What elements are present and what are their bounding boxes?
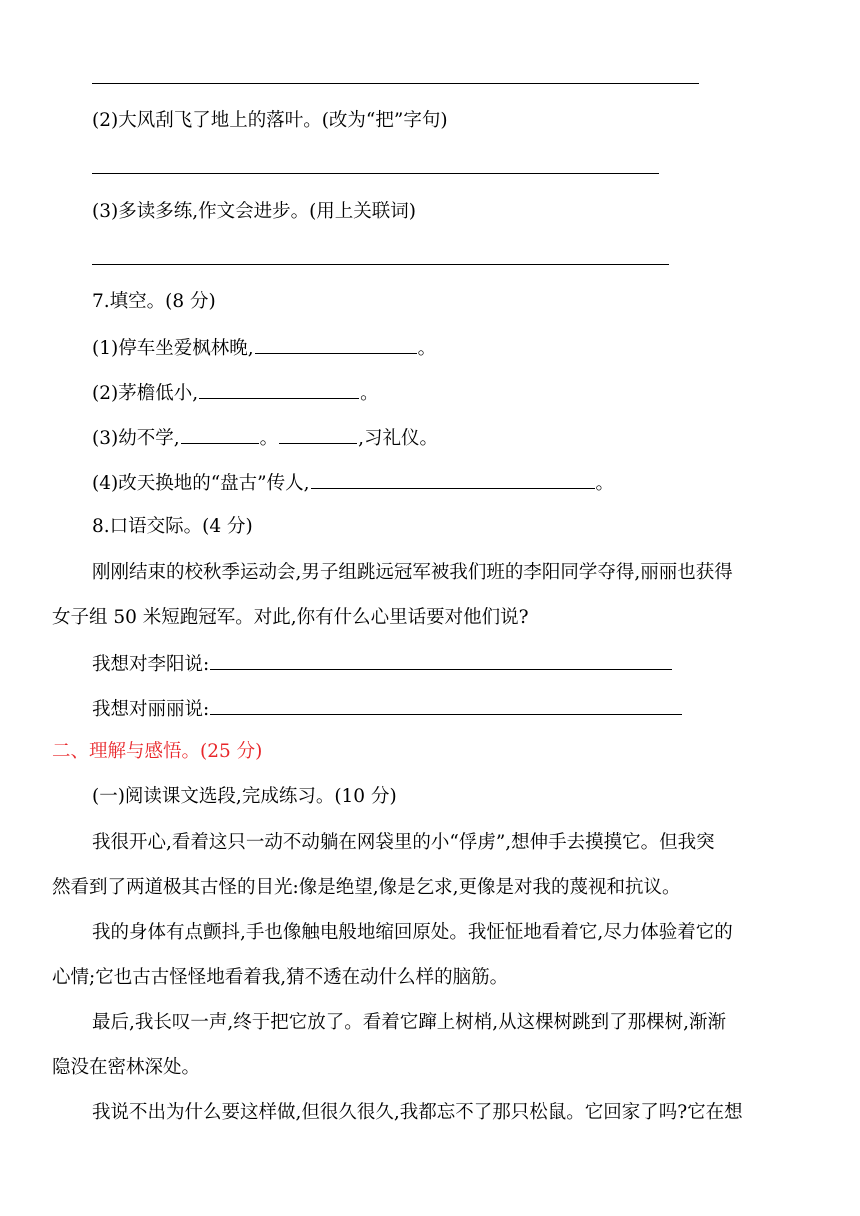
passage-p2-line1: 我的身体有点颤抖,手也像触电般地缩回原处。我怔怔地看着它,尽力体验着它的 (92, 922, 733, 943)
q7-item4 (92, 470, 614, 496)
q7-item2-blank[interactable] (199, 380, 359, 399)
q7-item4-end: 。 (595, 473, 615, 494)
passage-p3-line2: 隐没在密林深处。 (52, 1057, 201, 1078)
q8-paragraph-line1: 刚刚结束的校秋季运动会,男子组跳远冠军被我们班的李阳同学夺得,丽丽也获得 (92, 562, 733, 583)
q7-item3-mid: 。 (259, 428, 279, 449)
passage-p3-line1: 最后,我长叹一声,终于把它放了。看着它蹿上树梢,从这棵树跳到了那棵树,渐渐 (92, 1012, 727, 1033)
passage-p4-line1: 我说不出为什么要这样做,但很久很久,我都忘不了那只松鼠。它回家了吗?它在想 (92, 1102, 743, 1123)
passage-p2-line2: 心情;它也古古怪怪地看着我,猜不透在动什么样的脑筋。 (52, 967, 509, 988)
q8-lili-blank[interactable] (210, 696, 682, 715)
q8-title: 8.口语交际。(4 分) (92, 516, 253, 537)
q7-title: 7.填空。(8 分) (92, 291, 216, 312)
section2-part1-title: (一)阅读课文选段,完成练习。(10 分) (92, 786, 397, 807)
q7-item1 (92, 335, 436, 361)
q8-lili (92, 696, 683, 722)
passage-p1-line2: 然看到了两道极其古怪的目光:像是绝望,像是乞求,更像是对我的蔑视和抗议。 (52, 877, 681, 898)
q6-item2: (2)大风刮飞了地上的落叶。(改为“把”字句) (92, 110, 448, 131)
answer-line-q6-2[interactable] (92, 173, 659, 174)
q8-lili-label: 我想对丽丽说: (92, 699, 210, 720)
q7-item4-blank[interactable] (311, 470, 595, 489)
q8-liyang (92, 651, 673, 677)
answer-line-q6-3[interactable] (92, 264, 669, 265)
q6-item3: (3)多读多练,作文会进步。(用上关联词) (92, 201, 417, 222)
q7-item1-blank[interactable] (255, 335, 417, 354)
q7-item3-blank-a[interactable] (181, 425, 259, 444)
passage-p1-line1: 我很开心,看着这只一动不动躺在网袋里的小“俘虏”,想伸手去摸摸它。但我突 (92, 832, 715, 853)
q7-item1-end: 。 (417, 338, 437, 359)
q7-item3 (92, 425, 438, 451)
q7-item3-blank-b[interactable] (279, 425, 357, 444)
q7-item2 (92, 380, 379, 406)
q7-item4-text: (4)改天换地的“盘古”传人, (92, 473, 310, 494)
q7-item1-text: (1)停车坐爱枫林晚, (92, 338, 254, 359)
q7-item2-end: 。 (360, 383, 379, 404)
q8-liyang-blank[interactable] (210, 651, 672, 670)
q8-liyang-label: 我想对李阳说: (92, 654, 210, 675)
answer-line-q6-1[interactable] (92, 83, 699, 84)
q8-paragraph-line2: 女子组 50 米短跑冠军。对此,你有什么心里话要对他们说? (52, 607, 529, 628)
q7-item3-text: (3)幼不学, (92, 428, 180, 449)
q7-item2-text: (2)茅檐低小, (92, 383, 199, 404)
section2-heading: 二、理解与感悟。(25 分) (52, 741, 263, 762)
q7-item3-end: ,习礼仪。 (358, 428, 438, 449)
